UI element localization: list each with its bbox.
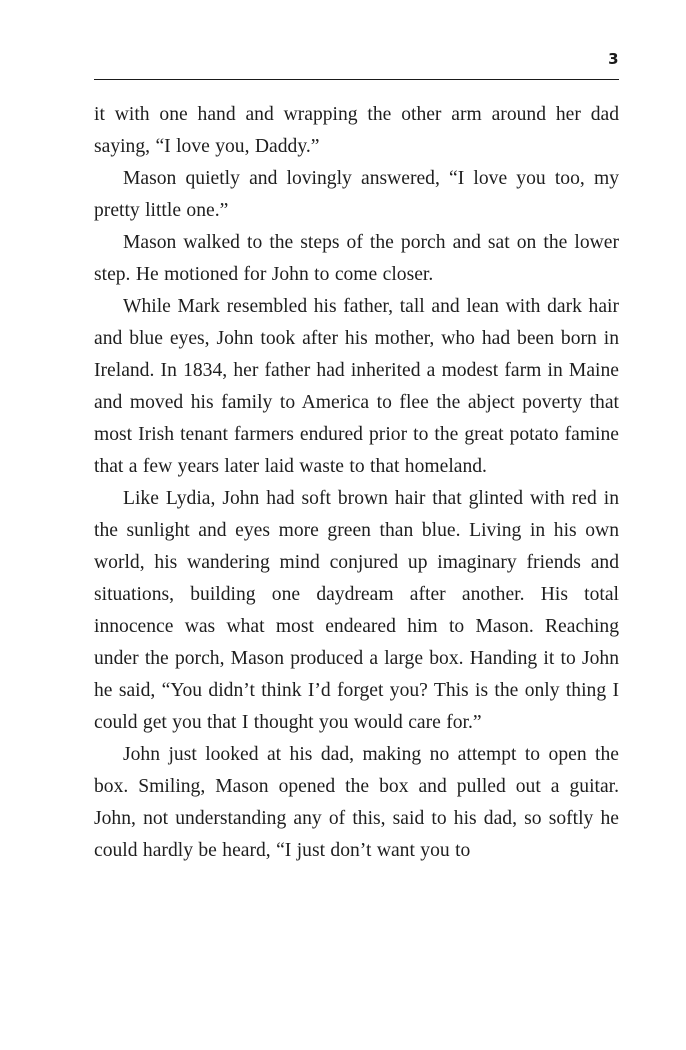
paragraph: Like Lydia, John had soft brown hair that glinted with red in the sunlight and eyes more green than blue. Living in his own world, his wandering mind conjured up imaginary friends and situations, building one daydream after another. His total innocence was what most endeared him to Mason. Reaching under the porch, Mason produced a large box. Handing it to John he said, “You didn’t think I’d forget you? This is the only thing I could get you that I thought you would care for.”: [94, 488, 619, 733]
paragraph: Mason quietly and lovingly answered, “I love you too, my pretty little one.”: [94, 168, 619, 221]
paragraph: John just looked at his dad, making no attempt to open the box. Smiling, Mason opened the box and pulled out a guitar. John, not understanding any of this, said to his dad, so softly he could hardly be heard, “I just don’t want you to: [94, 744, 619, 861]
page-number: 3: [608, 50, 619, 68]
body-text: [94, 99, 619, 867]
paragraph: While Mark resembled his father, tall and lean with dark hair and blue eyes, John took after his mother, who had been born in Ireland. In 1834, her father had inherited a modest farm in Maine and moved his family to America to flee the abject poverty that most Irish tenant farmers endured prior to the great potato famine that a few years later laid waste to that homeland.: [94, 296, 619, 477]
running-header: [94, 50, 619, 80]
paragraph: it with one hand and wrapping the other arm around her dad saying, “I love you, Daddy.”: [94, 104, 619, 157]
header-rule: [94, 79, 619, 80]
paragraph: Mason walked to the steps of the porch and sat on the lower step. He motioned for John to come closer.: [94, 232, 619, 285]
